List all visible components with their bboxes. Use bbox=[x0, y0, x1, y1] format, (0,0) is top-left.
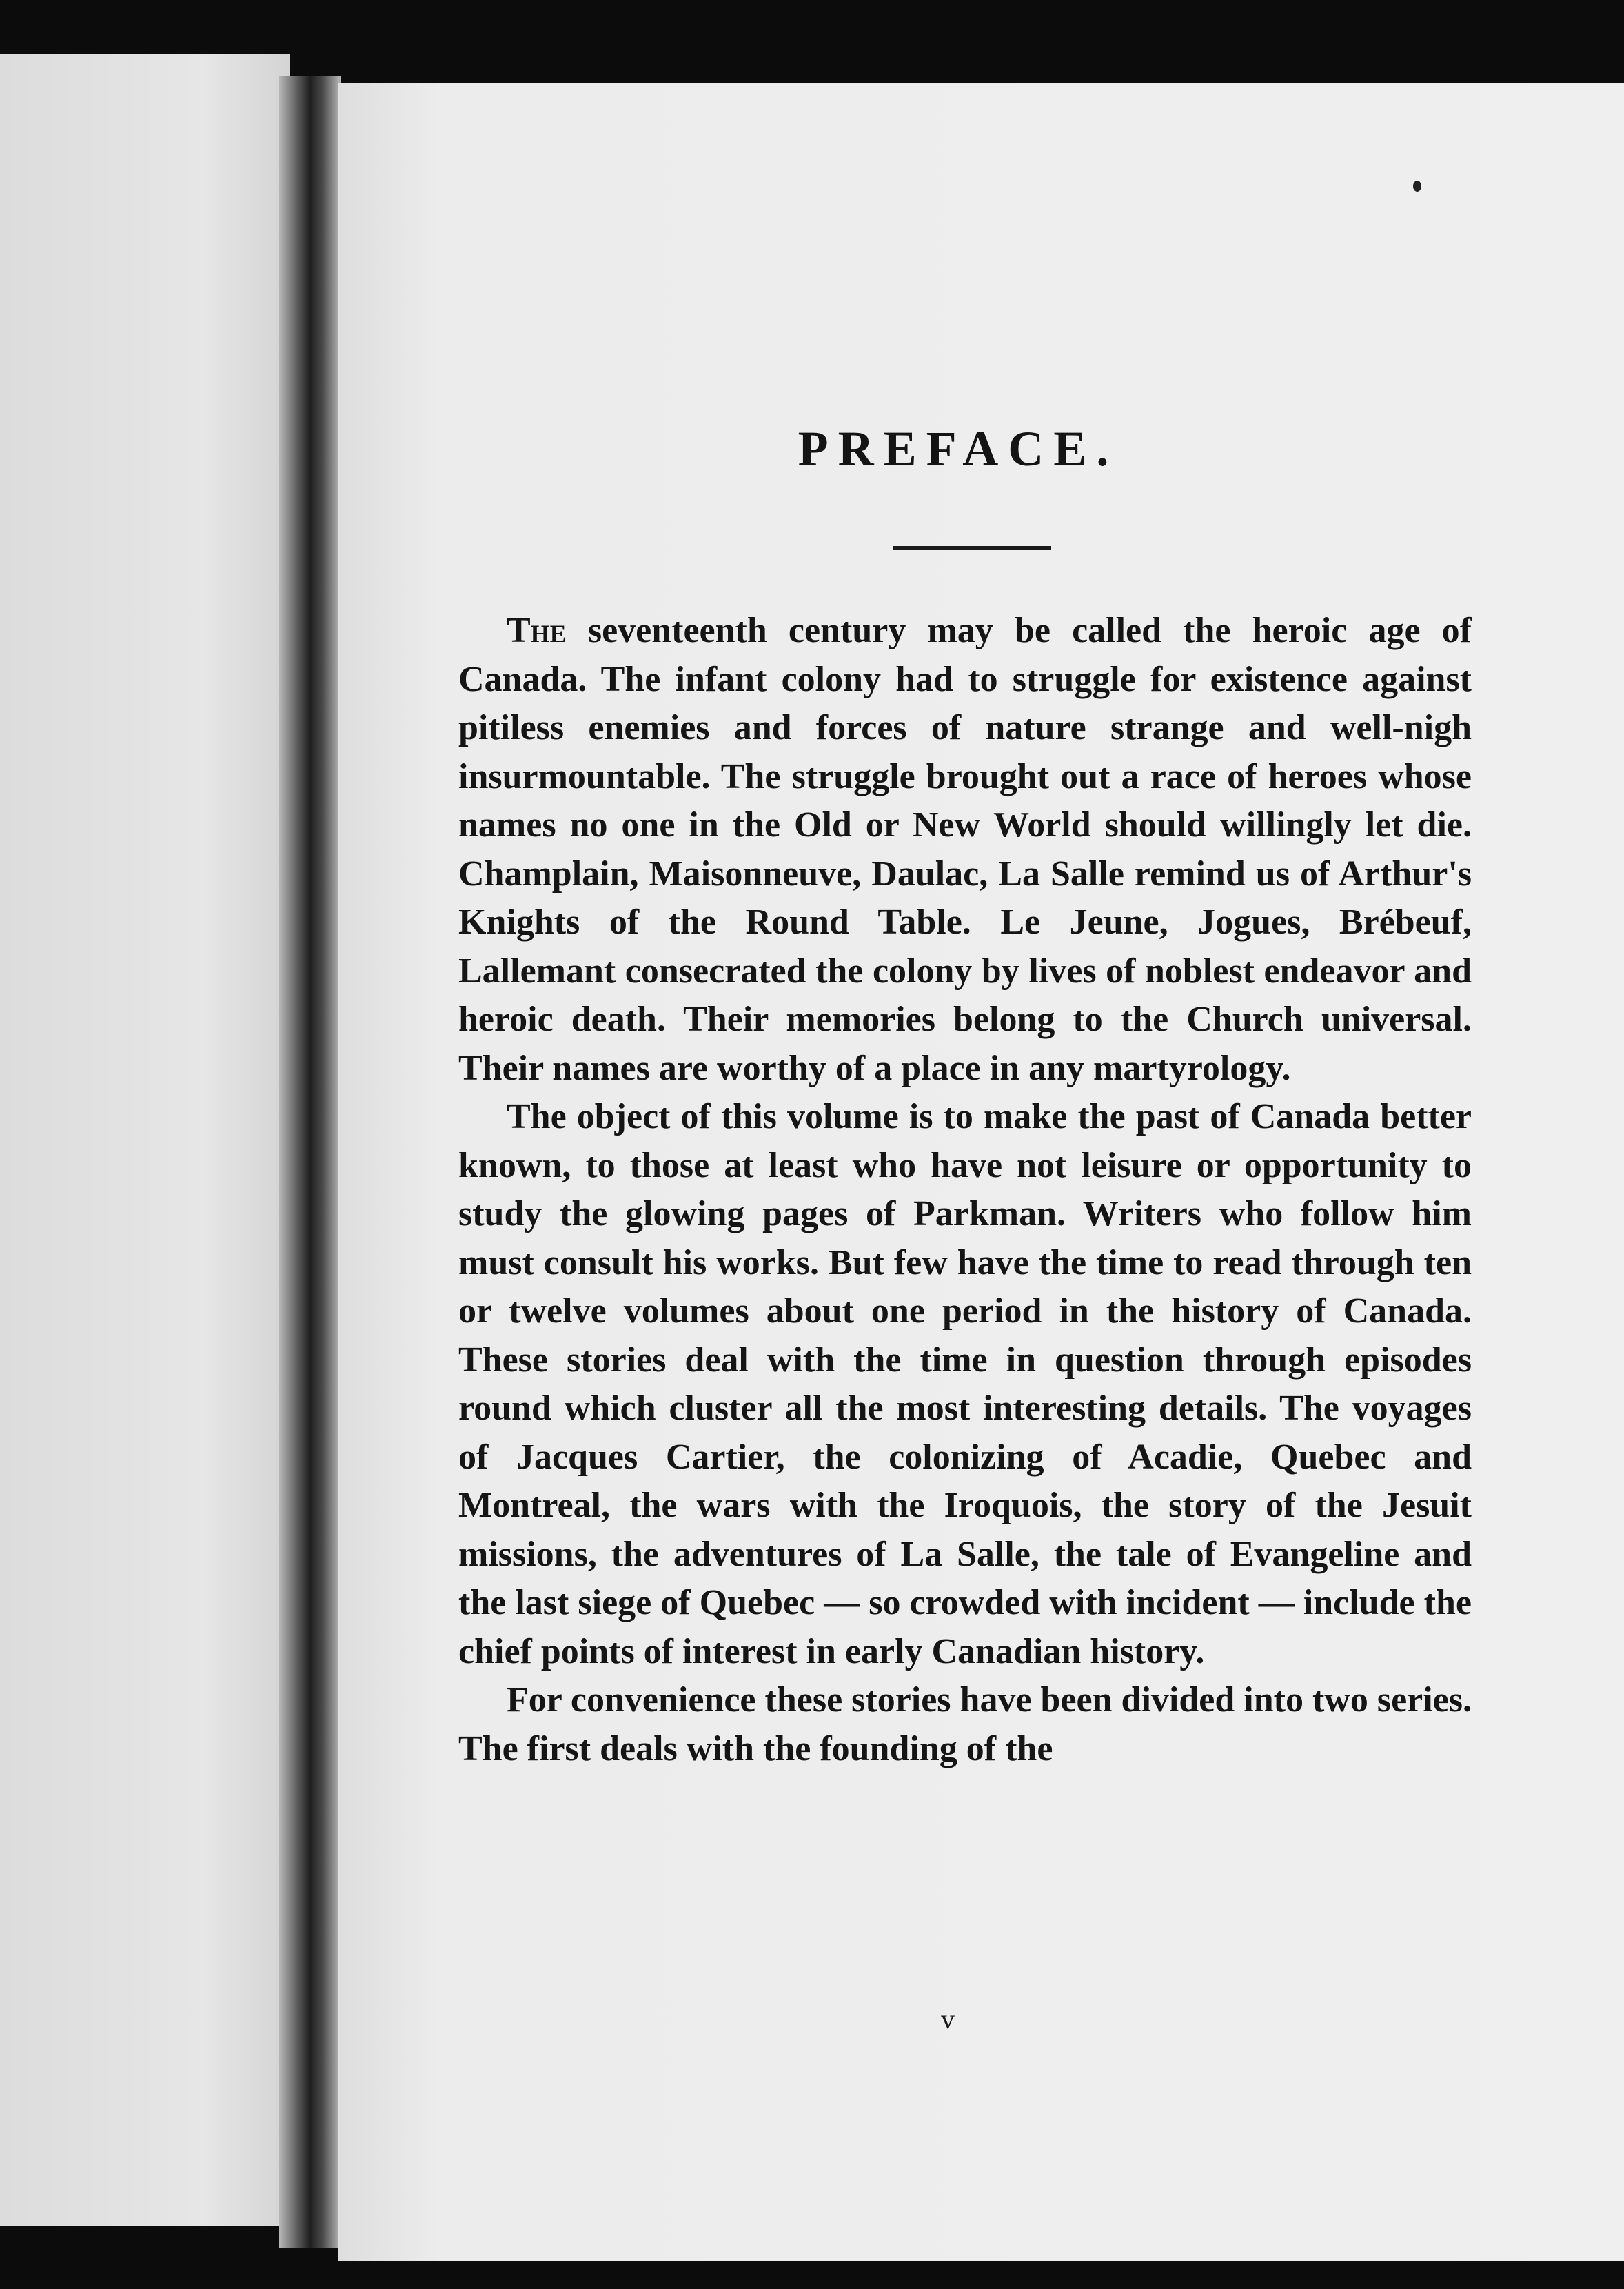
book-gutter bbox=[279, 76, 341, 2248]
page-number: v bbox=[941, 2004, 955, 2035]
title-rule bbox=[893, 546, 1051, 550]
page-title: PREFACE. bbox=[798, 421, 1119, 476]
paragraph-1-lead: The bbox=[507, 611, 567, 650]
paragraph-2: The object of this volume is to make the past of Canada better known, to those at least who have not leisure or opportunity to study the glowing pages of Parkman. Writers who follow him must consult his works. But few have the time to read through ten or twelve volumes about one period in the history of Canada. These stories deal with the time in question through episodes round which cluster all the most interesting details. The voyages of Jacques Cartier, the colonizing of Acadie, Quebec and Montreal, the wars with the Iroquois, the story of the Jesuit missions, the adventures of La Salle, the tale of Evangeline and the last siege of Quebec — so crowded with incident — include the chief points of interest in early Canadian history. bbox=[458, 1097, 1472, 1671]
paragraph-1-text: seventeenth century may be called the heroic age of Canada. The infant colony had to struggle for existence against pitiless enemies and forces of nature strange and well-nigh insurmountable. The struggle brought out a race of heroes whose names no one in the Old or New World should willingly let die. Champlain, Maisonneuve, Daulac, La Salle remind us of Arthur's Knights of the Round Table. Le Jeune, Jogues, Brébeuf, Lallemant consecrated the colony by lives of noblest endeavor and heroic death. Their memories belong to the Church universal. Their names are worthy of a place in any martyrology. bbox=[458, 611, 1472, 1088]
paragraph-1 bbox=[458, 607, 1472, 1093]
facing-page bbox=[0, 54, 290, 2226]
paragraph-3: For convenience these stories have been divided into two series. The first deals with the founding of the bbox=[458, 1680, 1472, 1768]
preface-body bbox=[458, 607, 1472, 1773]
ink-speck bbox=[1413, 181, 1421, 192]
